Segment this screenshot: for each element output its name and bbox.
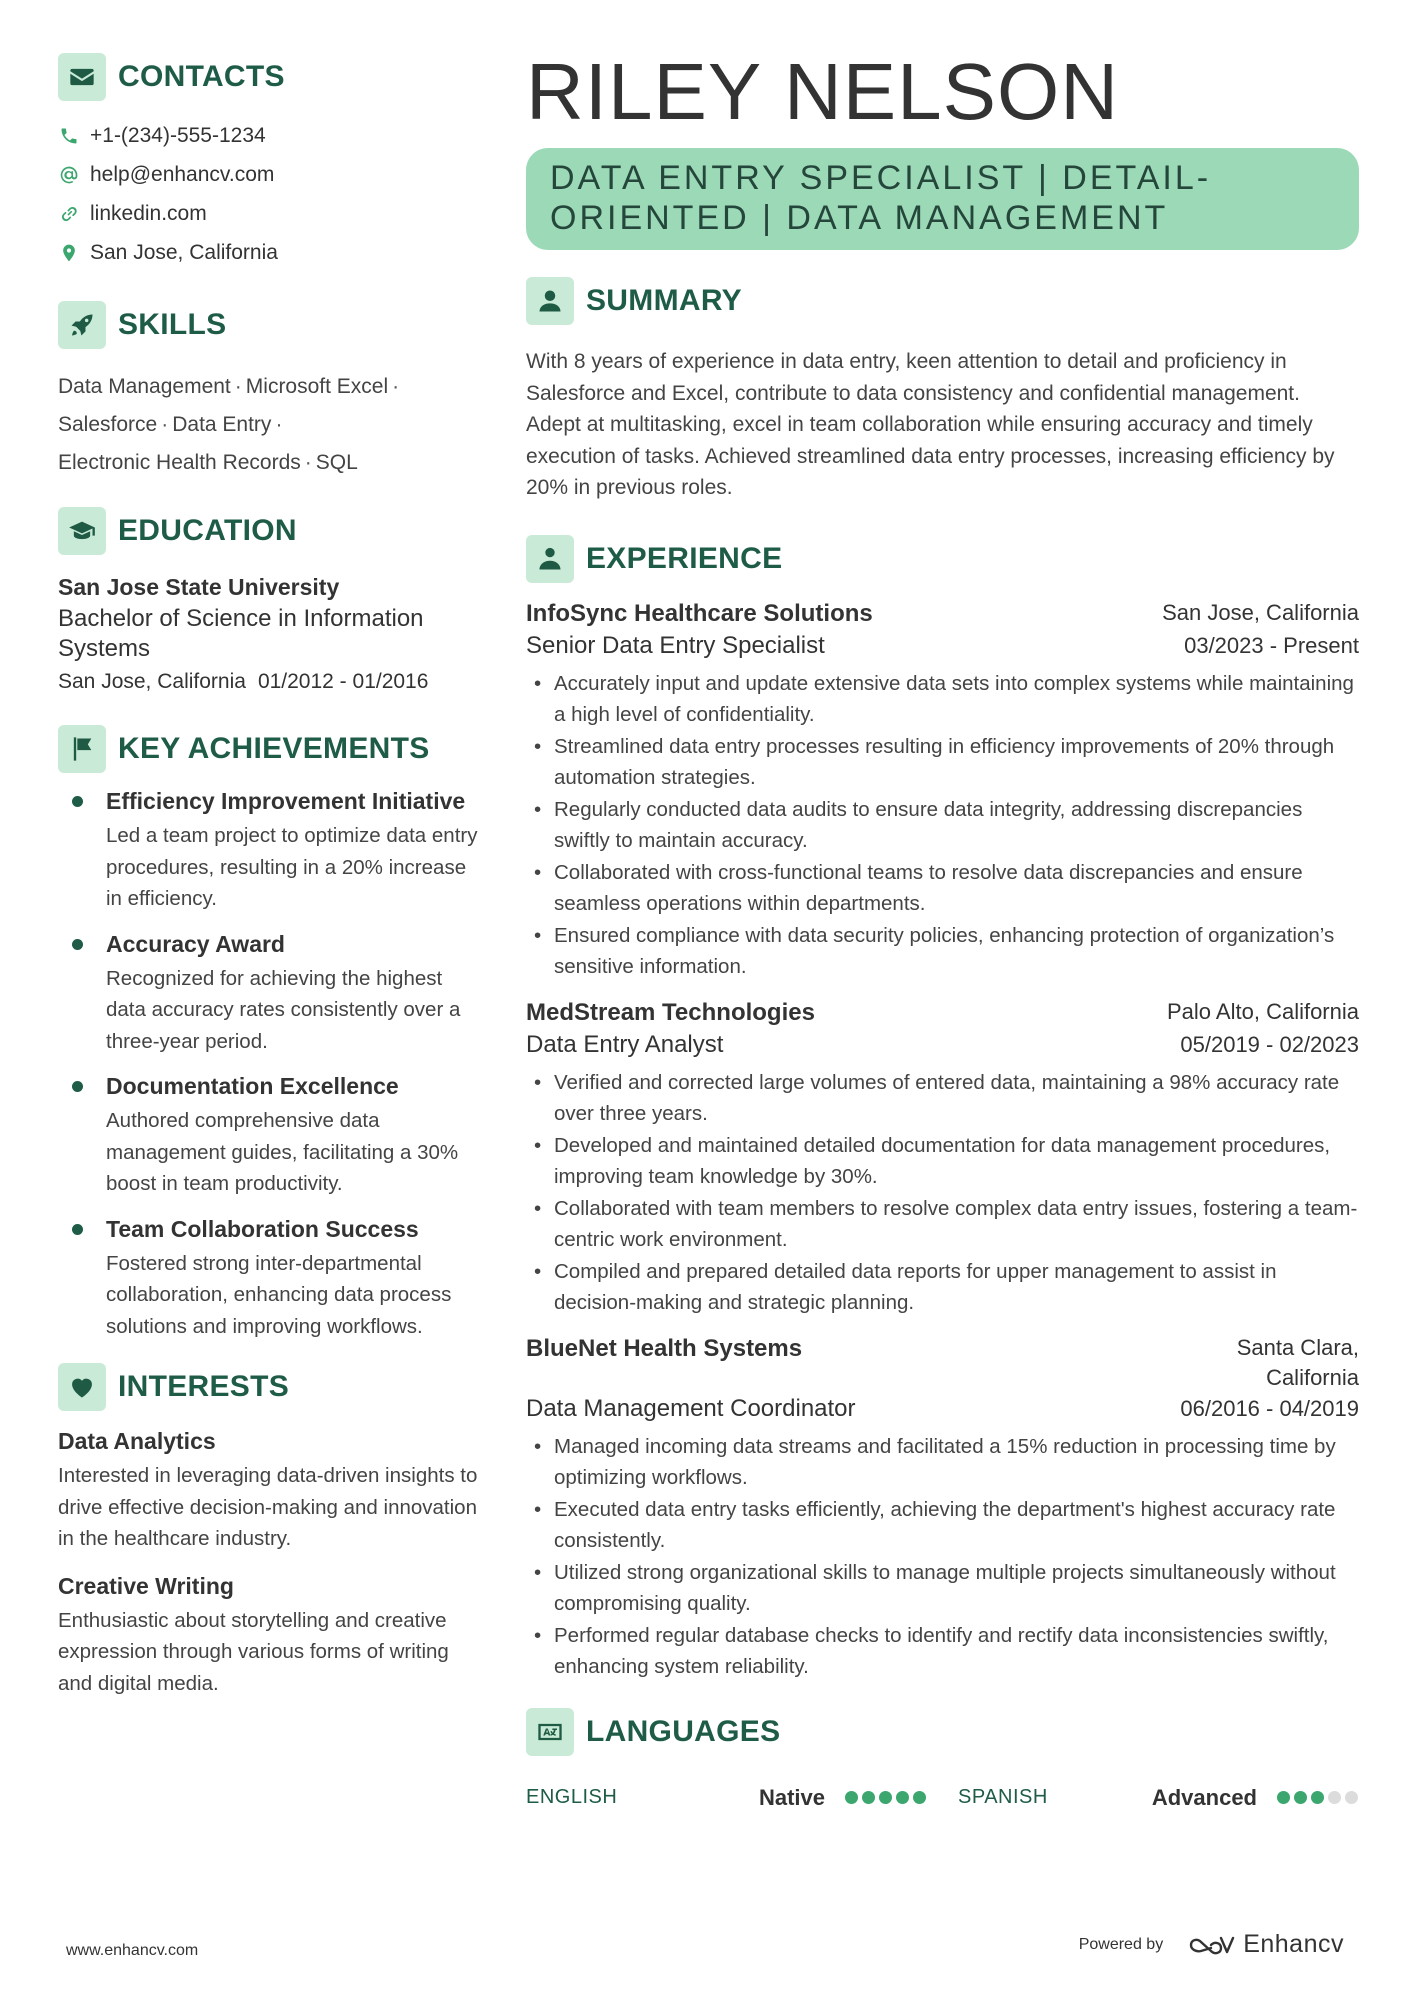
job-bullets — [526, 668, 1359, 983]
languages-title: LANGUAGES — [586, 1714, 781, 1748]
interests-header — [58, 1362, 478, 1412]
summary-text: With 8 years of experience in data entry, keen attention to detail and proficiency in Salesforce and Excel, contribute to data consistency and confidential management. Adept at multitasking, excel in team collaboration while ensuring accuracy and timely execution of tasks. Achieved streamlined data entry processes, increasing efficiency by 20% in previous roles. — [526, 350, 1335, 499]
job-bullet: • Managed incoming data streams and facilitated a 15% reduction in processing time by optimizing workflows. — [526, 1431, 1359, 1494]
job-bullets — [526, 1067, 1359, 1319]
achievement-title: Efficiency Improvement Initiative — [106, 788, 466, 814]
rating-dot-filled — [1294, 1791, 1307, 1804]
at-icon — [58, 164, 80, 186]
contact-email[interactable] — [58, 155, 478, 194]
summary-title: SUMMARY — [586, 284, 742, 317]
education-degree: Bachelor of Science in Information Systems — [58, 605, 424, 662]
job-title: Data Management Coordinator — [526, 1394, 856, 1422]
skill-item: Microsoft Excel · — [245, 375, 400, 398]
education-header — [58, 506, 478, 556]
job-title: Senior Data Entry Specialist — [526, 631, 825, 659]
interests-title: INTERESTS — [118, 1370, 290, 1403]
job-bullet: • Collaborated with cross-functional teams to resolve data discrepancies and ensure seamless operations within departments. — [526, 857, 1359, 920]
job-bullet: • Regularly conducted data audits to ensure data integrity, addressing discrepancies swiftly to maintain accuracy. — [526, 794, 1359, 857]
job-dates: 05/2019 - 02/2023 — [1180, 1031, 1359, 1057]
bullet-icon — [72, 939, 83, 950]
summary-section — [526, 276, 1359, 504]
language-level: Native — [758, 1784, 825, 1810]
bullet-icon — [72, 1224, 83, 1235]
languages-header — [526, 1707, 1359, 1757]
language-name: SPANISH — [958, 1786, 1048, 1808]
achievement-item — [58, 929, 478, 1058]
languages-list — [526, 1783, 1359, 1813]
achievement-title: Team Collaboration Success — [106, 1215, 419, 1242]
education-location: San Jose, California — [58, 670, 246, 693]
rating-dot-empty — [1345, 1791, 1358, 1804]
job-bullet: • Compiled and prepared detailed data reports for upper management to assist in decision-making and strategic planning. — [526, 1256, 1359, 1319]
language-icon — [526, 1708, 574, 1756]
achievements-title: KEY ACHIEVEMENTS — [118, 732, 430, 765]
enhancv-logo[interactable] — [1187, 1930, 1344, 1959]
rating-dot-empty — [1328, 1791, 1341, 1804]
contact-location — [58, 233, 478, 272]
experience-header — [526, 534, 1359, 584]
education-school: San Jose State University — [58, 574, 340, 600]
education-dates: 01/2012 - 01/2016 — [257, 670, 429, 693]
contact-location-text: San Jose, California — [90, 240, 278, 264]
contact-linkedin-text: linkedin.com — [90, 201, 207, 225]
achievement-desc: Recognized for achieving the highest data accuracy rates consistently over a three-year period. — [106, 966, 461, 1053]
skill-item: SQL — [315, 451, 358, 474]
skills-list — [58, 368, 458, 482]
job-entry — [526, 1333, 1359, 1683]
bullet-icon — [72, 796, 83, 807]
headline-banner: DATA ENTRY SPECIALIST | DETAIL-ORIENTED | DATA MANAGEMENT — [526, 148, 1359, 250]
achievement-desc: Fostered strong inter-departmental collaboration, enhancing data process solutions and improving workflows. — [106, 1251, 452, 1338]
job-title: Data Entry Analyst — [526, 1030, 724, 1058]
rating-dot-filled — [1311, 1791, 1324, 1804]
powered-by-label: Powered by — [1078, 1935, 1164, 1953]
language-item — [958, 1785, 1358, 1811]
graduation-cap-icon — [58, 507, 106, 555]
enhancv-logo-text: Enhancv — [1243, 1930, 1344, 1958]
interest-item — [58, 1571, 478, 1700]
left-column — [58, 52, 478, 1699]
link-icon — [58, 203, 80, 225]
person-icon — [526, 277, 574, 325]
job-bullet: • Utilized strong organizational skills to manage multiple projects simultaneously without compromising quality. — [526, 1557, 1359, 1620]
job-entry — [526, 997, 1359, 1319]
contact-email-text: help@enhancv.com — [90, 162, 275, 186]
contact-linkedin[interactable] — [58, 194, 478, 233]
language-rating — [841, 1791, 926, 1804]
job-title-row — [526, 1393, 1359, 1425]
achievements-list — [58, 786, 478, 1342]
education-meta — [58, 666, 478, 698]
interest-desc: Enthusiastic about storytelling and creative expression through various forms of writing and digital media. — [58, 1608, 449, 1695]
job-bullet: • Ensured compliance with data security policies, enhancing protection of organization’s sensitive information. — [526, 920, 1359, 983]
language-rating — [1273, 1791, 1358, 1804]
job-bullet: • Verified and corrected large volumes of entered data, maintaining a 98% accuracy rate over three years. — [526, 1067, 1359, 1130]
skill-item: Data Entry · — [172, 413, 283, 436]
footer-website[interactable]: www.enhancv.com — [66, 1942, 199, 1959]
job-bullet: • Performed regular database checks to identify and rectify data inconsistencies swiftly, enhancing system reliability. — [526, 1620, 1359, 1683]
languages-section — [526, 1707, 1359, 1813]
business-person-icon — [526, 535, 574, 583]
achievement-item — [58, 786, 478, 915]
achievement-item — [58, 1071, 478, 1200]
job-location: Santa Clara, California — [1236, 1334, 1359, 1390]
contact-phone-text: +1-(234)-555-1234 — [90, 123, 266, 147]
contacts-title: CONTACTS — [118, 60, 285, 93]
job-bullet: • Streamlined data entry processes resulting in efficiency improvements of 20% through automation strategies. — [526, 731, 1359, 794]
rating-dot-filled — [879, 1791, 892, 1804]
job-company: BlueNet Health Systems — [526, 1334, 803, 1362]
job-dates: 06/2016 - 04/2019 — [1180, 1395, 1359, 1421]
rating-dot-filled — [913, 1791, 926, 1804]
candidate-name: RILEY NELSON — [526, 47, 1119, 136]
summary-header — [526, 276, 1359, 326]
footer-branding — [1079, 1930, 1344, 1959]
enhancv-logo-icon — [1187, 1932, 1235, 1958]
achievement-desc: Led a team project to optimize data entry procedures, resulting in a 20% increase in efficiency. — [106, 824, 478, 910]
education-entry — [58, 572, 478, 698]
job-bullet: • Executed data entry tasks efficiently, achieving the department's highest accuracy rate consistently. — [526, 1494, 1359, 1557]
skills-title: SKILLS — [118, 308, 227, 341]
interest-title: Creative Writing — [58, 1572, 234, 1599]
job-header-row — [526, 1333, 1359, 1393]
job-bullet: • Accurately input and update extensive data sets into complex systems while maintaining a high level of confidentiality. — [526, 668, 1359, 731]
language-item — [526, 1785, 926, 1811]
skill-item: Data Management · — [58, 375, 242, 398]
job-header-row — [526, 997, 1359, 1029]
rating-dot-filled — [845, 1791, 858, 1804]
interests-section — [58, 1362, 478, 1699]
contact-list — [58, 116, 478, 272]
flag-icon — [58, 725, 106, 773]
location-icon — [58, 242, 80, 264]
bullet-icon — [72, 1081, 83, 1092]
education-title: EDUCATION — [118, 514, 297, 547]
job-title-row — [526, 1029, 1359, 1061]
right-column — [526, 48, 1359, 1813]
job-company: MedStream Technologies — [526, 998, 815, 1026]
envelope-icon — [58, 53, 106, 101]
job-bullet: • Collaborated with team members to resolve complex data entry issues, fostering a team-centric work environment. — [526, 1193, 1359, 1256]
experience-title: EXPERIENCE — [586, 541, 783, 575]
achievement-title: Documentation Excellence — [106, 1073, 399, 1099]
contacts-section — [58, 52, 478, 272]
interest-item — [58, 1426, 478, 1555]
achievements-header — [58, 724, 478, 774]
rocket-icon — [58, 301, 106, 349]
contact-phone[interactable] — [58, 116, 478, 155]
language-name: ENGLISH — [526, 1786, 618, 1808]
skill-item: Salesforce · — [58, 413, 169, 436]
skills-section — [58, 300, 478, 482]
rating-dot-filled — [896, 1791, 909, 1804]
rating-dot-filled — [862, 1791, 875, 1804]
education-section — [58, 506, 478, 698]
achievements-section — [58, 724, 478, 1342]
skills-header — [58, 300, 478, 350]
achievement-item — [58, 1214, 478, 1343]
experience-section — [526, 534, 1359, 1683]
job-header-row — [526, 598, 1359, 630]
job-dates: 03/2023 - Present — [1184, 632, 1359, 658]
job-title-row — [526, 630, 1359, 662]
contacts-header — [58, 52, 478, 102]
job-bullet: • Developed and maintained detailed documentation for data management procedures, improving team knowledge by 30%. — [526, 1130, 1359, 1193]
job-location: San Jose, California — [1162, 599, 1359, 625]
achievement-title: Accuracy Award — [106, 930, 285, 957]
language-level: Advanced — [1151, 1784, 1257, 1810]
achievement-desc: Authored comprehensive data management guides, facilitating a 30% boost in team productivity. — [106, 1109, 459, 1195]
phone-icon — [58, 125, 80, 147]
job-entry — [526, 598, 1359, 983]
job-bullets — [526, 1431, 1359, 1683]
interest-desc: Interested in leveraging data-driven insights to drive effective decision-making and innovation in the healthcare industry. — [58, 1464, 478, 1550]
interest-title: Data Analytics — [58, 1428, 216, 1454]
job-location: Palo Alto, California — [1167, 998, 1359, 1024]
rating-dot-filled — [1277, 1791, 1290, 1804]
heart-icon — [58, 1363, 106, 1411]
job-company: InfoSync Healthcare Solutions — [526, 599, 873, 627]
skill-item: Electronic Health Records · — [58, 451, 312, 474]
